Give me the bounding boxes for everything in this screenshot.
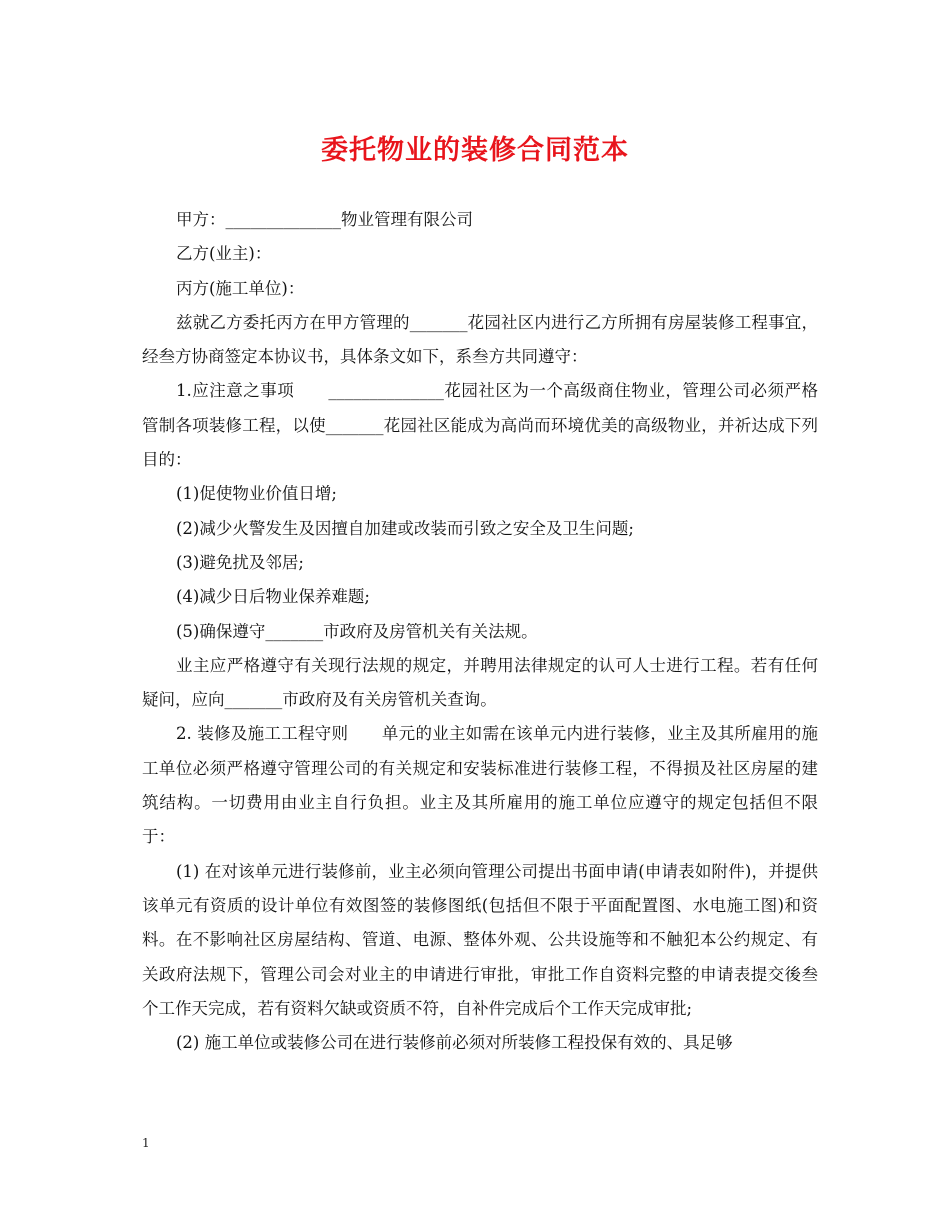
party-b-line: 乙方(业主)： (176, 244, 272, 264)
document-title: 委托物业的装修合同范本 (321, 135, 629, 166)
section-1-paragraph: 1.应注意之事项 ______________花园社区为一个高级商住物业，管理公司必须严格管制各项装修工程，以使_______花园社区能成为高尚而环境优美的高级物业，并祈达成下列目的： (142, 381, 818, 470)
party-a-line: 甲方：______________物业管理有限公司 (176, 210, 473, 229)
owner-compliance-paragraph: 业主应严格遵守有关现行法规的规定，并聘用法律规定的认可人士进行工程。若有任何疑问，应向_______市政府及有关房管机关查询。 (142, 655, 818, 710)
list-item-3: (3)避免扰及邻居; (176, 552, 304, 572)
preamble-paragraph: 兹就乙方委托丙方在甲方管理的_______花园社区内进行乙方所拥有房屋装修工程事宜，经叁方协商签定本协议书，具体条文如下，系叁方共同遵守： (142, 312, 818, 367)
list-item-1: (1)促使物业价值日增; (176, 484, 337, 504)
section-2-item-2: (2) 施工单位或装修公司在进行装修前必须对所装修工程投保有效的、具足够 (176, 1033, 733, 1053)
list-item-4: (4)减少日后物业保养难题; (176, 587, 370, 607)
party-c-line: 丙方(施工单位)： (176, 278, 305, 298)
list-item-2: (2)减少火警发生及因擅自加建或改装而引致之安全及卫生问题; (176, 518, 634, 538)
list-item-5: (5)确保遵守_______市政府及房管机关有关法规。 (176, 621, 538, 641)
page-number: 1 (142, 1136, 150, 1150)
section-2-item-1: (1) 在对该单元进行装修前，业主必须向管理公司提出书面申请(申请表如附件)，并提供该单元有资质的设计单位有效图签的装修图纸(包括但不限于平面配置图、水电施工图)和资料。在不影响社区房屋结构、管道、电源、整体外观、公共设施等和不触犯本公约规定、有关政府法规下，管理公司会对业主的申请进行审批，审批工作自资料完整的申请表提交後叁个工作天完成，若有资料欠缺或资质不符，自补件完成后个工作天完成审批; (142, 861, 818, 1018)
section-2-paragraph: 2. 装修及施工工程守则 单元的业主如需在该单元内进行装修，业主及其所雇用的施工单位必须严格遵守管理公司的有关规定和安装标准进行装修工程，不得损及社区房屋的建筑结构。一切费用由业主自行负担。业主及其所雇用的施工单位应遵守的规定包括但不限于： (142, 724, 818, 847)
document-body (142, 203, 818, 1060)
